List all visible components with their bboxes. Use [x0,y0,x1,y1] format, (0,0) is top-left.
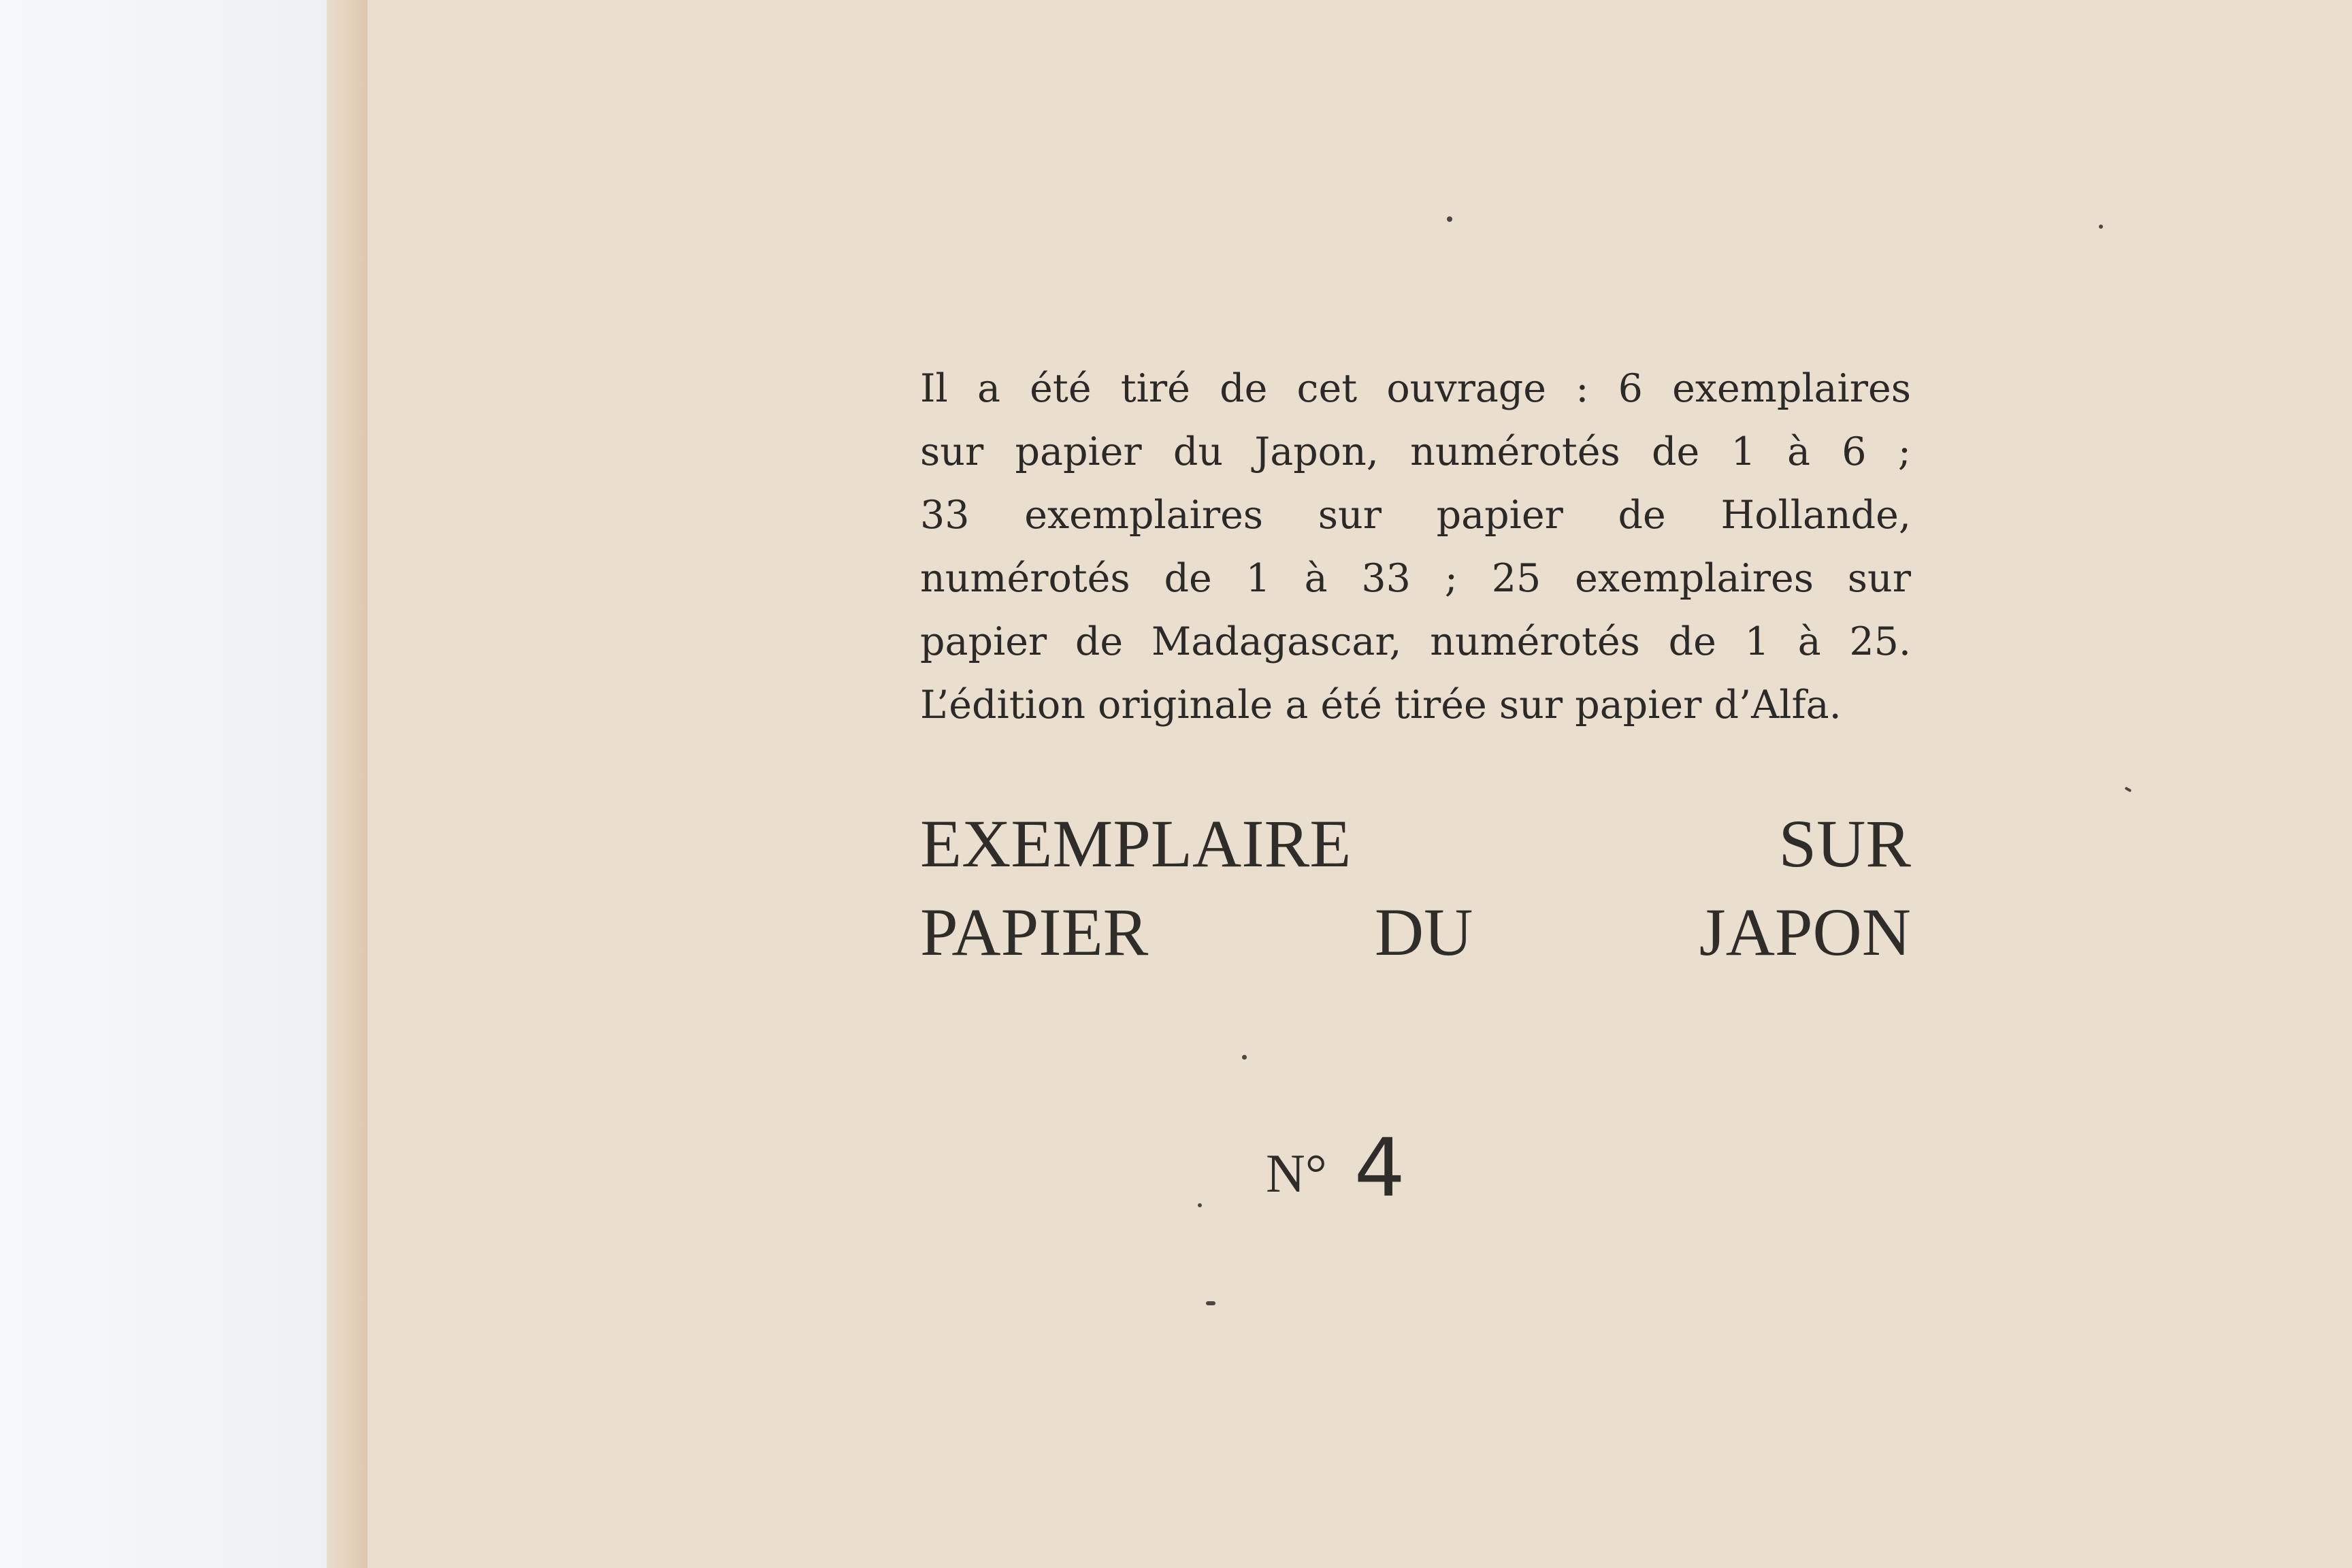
colophon-line: numérotés de 1 à 33 ; 25 exemplaires sur [920,556,1911,601]
edition-word: SUR [1778,806,1911,881]
colophon-line: L’édition originale a été tirée sur papier d’Alfa. [920,683,1842,728]
colophon-line: sur papier du Japon, numérotés de 1 à 6 ; [920,429,1911,474]
edition-word: PAPIER [920,894,1149,970]
colophon-line: papier de Madagascar, numérotés de 1 à 25. [920,619,1911,664]
ink-speck [1198,1203,1202,1207]
colophon-line: Il a été tiré de cet ouvrage : 6 exemplaires [920,366,1911,411]
edition-word: JAPON [1699,894,1911,970]
edition-line [920,800,1911,888]
copy-number [1266,1121,1405,1215]
colophon-line: 33 exemplaires sur papier de Hollande, [920,493,1911,538]
background-surface [0,0,327,1568]
edition-word: DU [1374,894,1473,970]
edition-heading [920,800,1911,977]
ink-speck [1242,1055,1247,1060]
edition-line [920,888,1911,977]
ink-speck [2099,225,2103,229]
ink-speck [1206,1301,1215,1305]
colophon-paragraph [920,357,1911,737]
copy-number-prefix: N° [1266,1144,1327,1204]
page-edge [327,0,368,1568]
edition-word: EXEMPLAIRE [920,806,1352,881]
ink-speck [1447,216,1452,222]
copy-number-value: 4 [1354,1121,1405,1215]
book-page [368,0,2352,1568]
